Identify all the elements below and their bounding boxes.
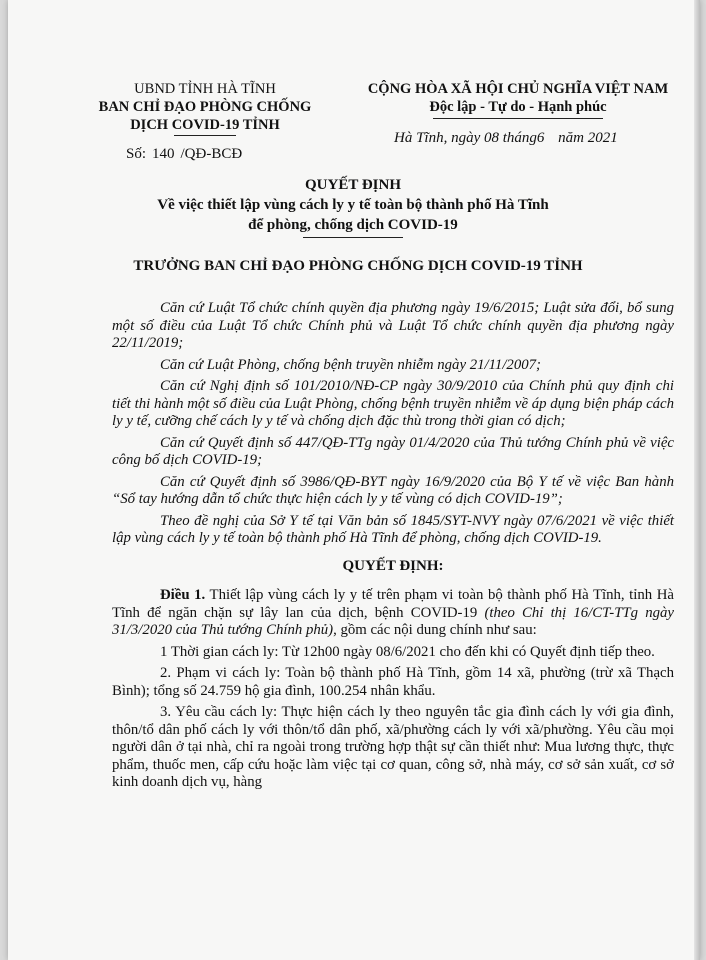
agency-line-2: BAN CHỈ ĐẠO PHÒNG CHỐNG [98, 99, 312, 115]
place-date [394, 130, 628, 147]
legal-basis-1: Căn cứ Luật Tổ chức chính quyền địa phương ngày 19/6/2015; Luật sửa đổi, bổ sung một số điều của Luật Tổ chức Chính phủ và Luật Tổ chức chính quyền địa phương ngày 22/11/2019; [112, 300, 674, 351]
document-page [8, 0, 700, 960]
legal-basis-3: Căn cứ Nghị định số 101/2010/NĐ-CP ngày 30/9/2010 của Chính phủ quy định chi tiết thi hành một số điều của Luật Phòng, chống bệnh truyền nhiễm về áp dụng biện pháp cách ly y tế, cưỡng chế cách ly y tế và chống dịch đặc thù trong thời gian có dịch; [112, 378, 674, 429]
article-1-item-3: 3. Yêu cầu cách ly: Thực hiện cách ly theo nguyên tắc gia đình cách ly với gia đình, thôn/tổ dân phố cách ly với thôn/tổ dân phố, xã/phường cách ly với xã/phường. Yêu cầu mọi người dân ở tại nhà, chỉ ra ngoài trong trường hợp thật sự cần thiết như: Mua lương thực, thực phẩm, thuốc men, cấp cứu hoặc làm việc tại cơ quan, công sở, nhà máy, cơ sở sản xuất, cơ sở kinh doanh dịch vụ, hàng [112, 704, 674, 790]
article-1-text-a: Thiết lập vùng cách ly y tế trên phạm vi toàn bộ thành phố Hà Tĩnh, tỉnh Hà Tĩnh để ngăn chặn sự lây lan của dịch, bệnh COVID-19 [112, 587, 674, 621]
title-underline [303, 237, 403, 238]
agency-line-3: DỊCH COVID-19 TỈNH [130, 117, 280, 133]
date-day: 08 [484, 130, 499, 146]
number-suffix: /QĐ-BCĐ [180, 146, 243, 162]
article-1-text-b: , gồm các nội dung chính như sau: [333, 622, 537, 638]
title-line-1: QUYẾT ĐỊNH [305, 177, 401, 193]
decision-title [128, 175, 578, 238]
agency-underline [174, 135, 236, 136]
date-place: Hà Tĩnh, ngày [394, 130, 481, 146]
authority-heading: TRƯỞNG BAN CHỈ ĐẠO PHÒNG CHỐNG DỊCH COVID-19 TỈNH [133, 258, 583, 274]
agency-line-1: UBND TỈNH HÀ TĨNH [134, 81, 276, 97]
article-1-item-2: 2. Phạm vi cách ly: Toàn bộ thành phố Hà Tĩnh, gồm 14 xã, phường (trừ xã Thạch Bình); tổng số 24.759 hộ gia đình, 100.254 nhân khẩu. [112, 665, 674, 699]
nation-name: CỘNG HÒA XÃ HỘI CHỦ NGHĨA VIỆT NAM [367, 81, 669, 97]
title-line-3: để phòng, chống dịch COVID-19 [248, 217, 458, 233]
motto-underline [433, 118, 603, 119]
page-edge [694, 0, 700, 960]
issuing-agency [90, 80, 320, 136]
national-motto [338, 80, 698, 119]
article-1-label: Điều 1. [160, 587, 206, 603]
article-1 [112, 587, 674, 640]
article-1-text-italic: (theo Chỉ thị 16/CT-TTg ngày 31/3/2020 của Thủ tướng Chính phủ) [112, 604, 674, 638]
number-value: 140 [152, 146, 175, 162]
decision-heading: QUYẾT ĐỊNH: [342, 557, 444, 574]
document-number [126, 146, 242, 163]
legal-basis-4: Căn cứ Quyết định số 447/QĐ-TTg ngày 01/4/2020 của Thủ tướng Chính phủ về việc công bố dịch COVID-19; [112, 434, 674, 468]
legal-basis-5: Căn cứ Quyết định số 3986/QĐ-BYT ngày 16/9/2020 của Bộ Y tế về việc Ban hành “Sổ tay hướng dẫn tổ chức thực hiện cách ly y tế vùng có dịch COVID-19”; [112, 473, 674, 507]
number-prefix: Số: [126, 146, 147, 162]
legal-basis-2: Căn cứ Luật Phòng, chống bệnh truyền nhiễm ngày 21/11/2007; [160, 356, 541, 373]
document-body [112, 300, 674, 796]
motto: Độc lập - Tự do - Hạnh phúc [429, 99, 607, 115]
legal-basis-6: Theo đề nghị của Sở Y tế tại Văn bản số 1845/SYT-NVY ngày 07/6/2021 về việc thiết lập vùng cách ly y tế toàn bộ thành phố Hà Tĩnh để phòng, chống dịch COVID-19. [112, 512, 674, 546]
date-month-label: tháng [502, 130, 537, 146]
article-1-item-1: 1 Thời gian cách ly: Từ 12h00 ngày 08/6/2021 cho đến khi có Quyết định tiếp theo. [160, 643, 655, 660]
date-year: năm 2021 [558, 130, 618, 146]
date-month: 6 [536, 130, 545, 146]
title-line-2: Về việc thiết lập vùng cách ly y tế toàn bộ thành phố Hà Tĩnh [157, 197, 549, 213]
